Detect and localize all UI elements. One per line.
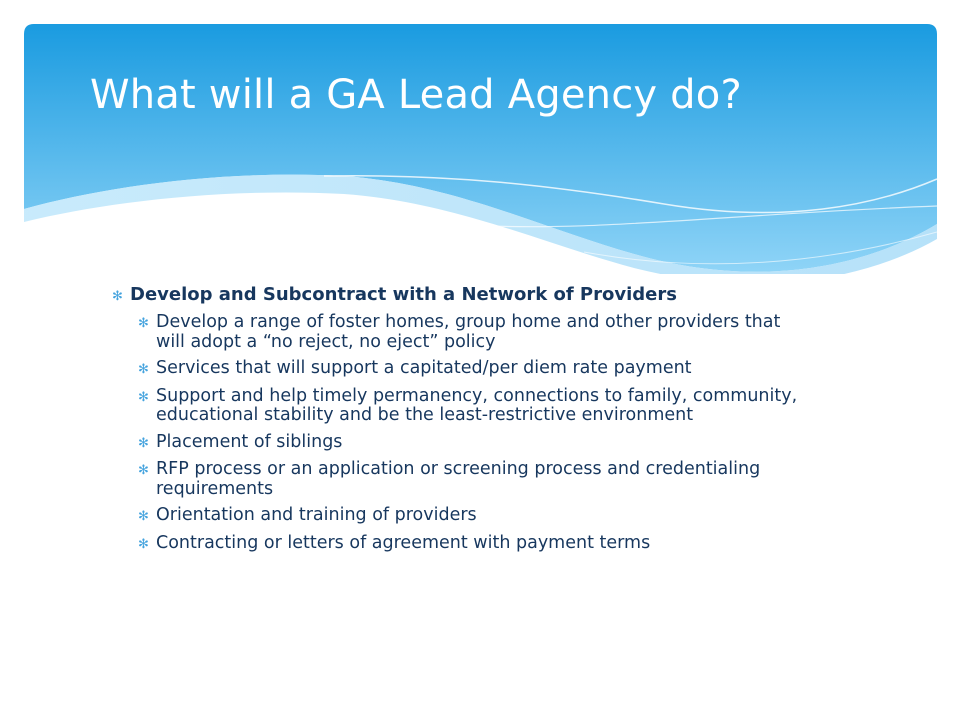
sub-bullet-item <box>138 313 812 352</box>
sub-bullet-item <box>138 534 812 555</box>
slide-body <box>112 284 812 561</box>
sub-bullet-item <box>138 506 812 527</box>
bullet-icon: ✻ <box>138 389 149 405</box>
bullet-icon: ✻ <box>138 362 149 377</box>
sub-bullet-text: RFP process or an application or screening process and credentialing requirements <box>156 459 761 499</box>
bullet-icon: ✻ <box>138 435 149 451</box>
bullet-icon: ✻ <box>138 536 149 552</box>
sub-bullet-text: Placement of siblings <box>156 431 343 452</box>
sub-bullet-list <box>112 313 812 554</box>
sub-bullet-item <box>138 460 812 499</box>
header-wave-banner <box>24 24 937 274</box>
sub-bullet-item <box>138 387 812 426</box>
bullet-icon: ✻ <box>138 509 149 524</box>
sub-bullet-text: Orientation and training of providers <box>156 505 477 525</box>
main-bullet <box>112 284 812 305</box>
sub-bullet-item <box>138 359 812 380</box>
sub-bullet-text: Develop a range of foster homes, group home and other providers that will adopt a “no reject, no eject” policy <box>156 312 781 352</box>
bullet-icon: ✻ <box>112 289 123 304</box>
main-bullet-text: Develop and Subcontract with a Network of Providers <box>130 284 677 305</box>
sub-bullet-item <box>138 433 812 454</box>
bullet-icon: ✻ <box>138 463 149 478</box>
bullet-icon: ✻ <box>138 316 149 331</box>
sub-bullet-text: Services that will support a capitated/per diem rate payment <box>156 358 692 378</box>
sub-bullet-text: Support and help timely permanency, connections to family, community, educational stability and be the least-restrictive environment <box>156 385 798 425</box>
sub-bullet-text: Contracting or letters of agreement with payment terms <box>156 532 651 553</box>
slide-title: What will a GA Lead Agency do? <box>90 72 742 118</box>
